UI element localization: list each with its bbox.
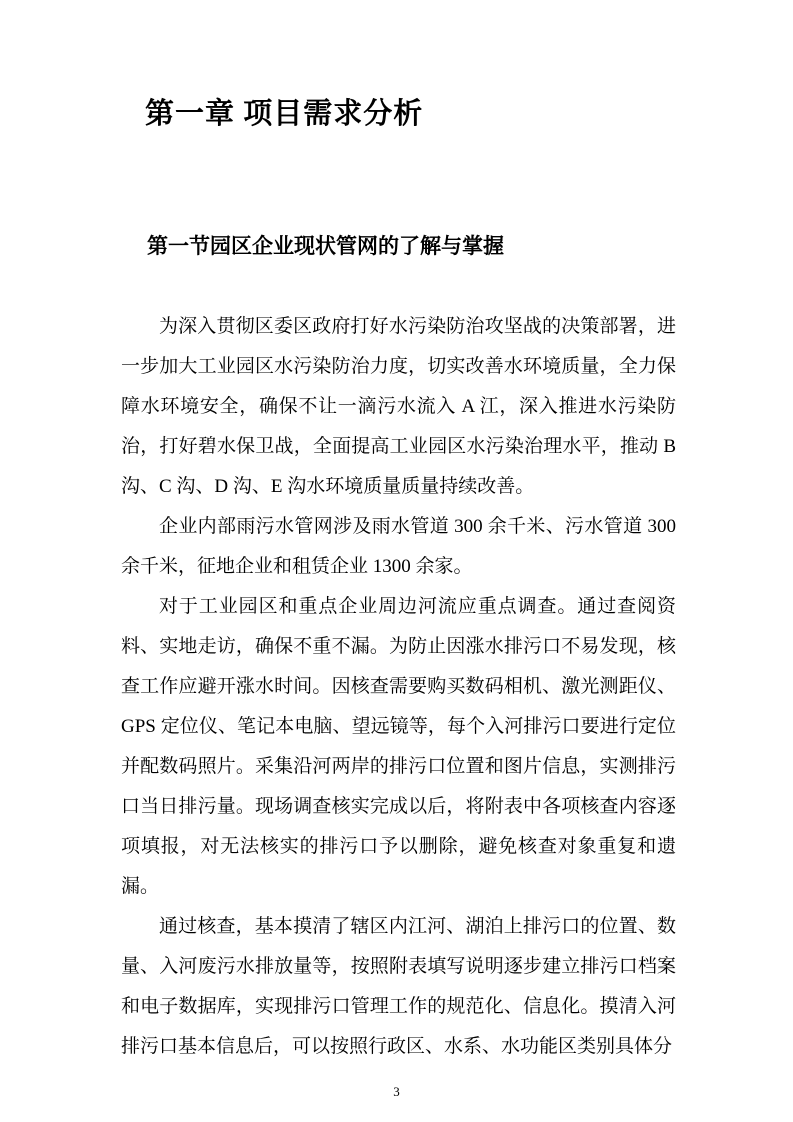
chapter-title: 第一章 项目需求分析: [145, 98, 424, 130]
paragraph-1: 为深入贯彻区委区政府打好水污染防治攻坚战的决策部署，进一步加大工业园区水污染防治力度，切实改善水环境质量，全力保障水环境安全，确保不让一滴污水流入 A 江，深入推进水污染防治，打好碧水保卫战，全面提高工业园区水污染治理水平，推动 B 沟、C 沟、D 沟、E 沟水环境质量质量持续改善。: [121, 316, 676, 498]
paragraph-3: 对于工业园区和重点企业周边河流应重点调查。通过查阅资料、实地走访，确保不重不漏。为防止因涨水排污口不易发现，核查工作应避开涨水时间。因核查需要购买数码相机、激光测距仪、GPS 定位仪、笔记本电脑、望远镜等，每个入河排污口要进行定位并配数码照片。采集沿河两岸的排污口位置和图片信息，实测排污口当日排污量。现场调查核实完成以后，将附表中各项核查内容逐项填报，对无法核实的排污口予以删除，避免核查对象重复和遗漏。: [121, 596, 676, 898]
body-text: [121, 307, 676, 1067]
section-title: 第一节园区企业现状管网的了解与掌握: [147, 233, 504, 258]
paragraph-2: 企业内部雨污水管网涉及雨水管道 300 余千米、污水管道 300 余千米，征地企业和租赁企业 1300 余家。: [121, 516, 676, 578]
paragraph-4: 通过核查，基本摸清了辖区内江河、湖泊上排污口的位置、数量、入河废污水排放量等，按照附表填写说明逐步建立排污口档案和电子数据库，实现排污口管理工作的规范化、信息化。摸清入河排污口基本信息后，可以按照行政区、水系、水功能区类别具体分: [121, 916, 676, 1058]
page-number: 3: [393, 1084, 400, 1099]
